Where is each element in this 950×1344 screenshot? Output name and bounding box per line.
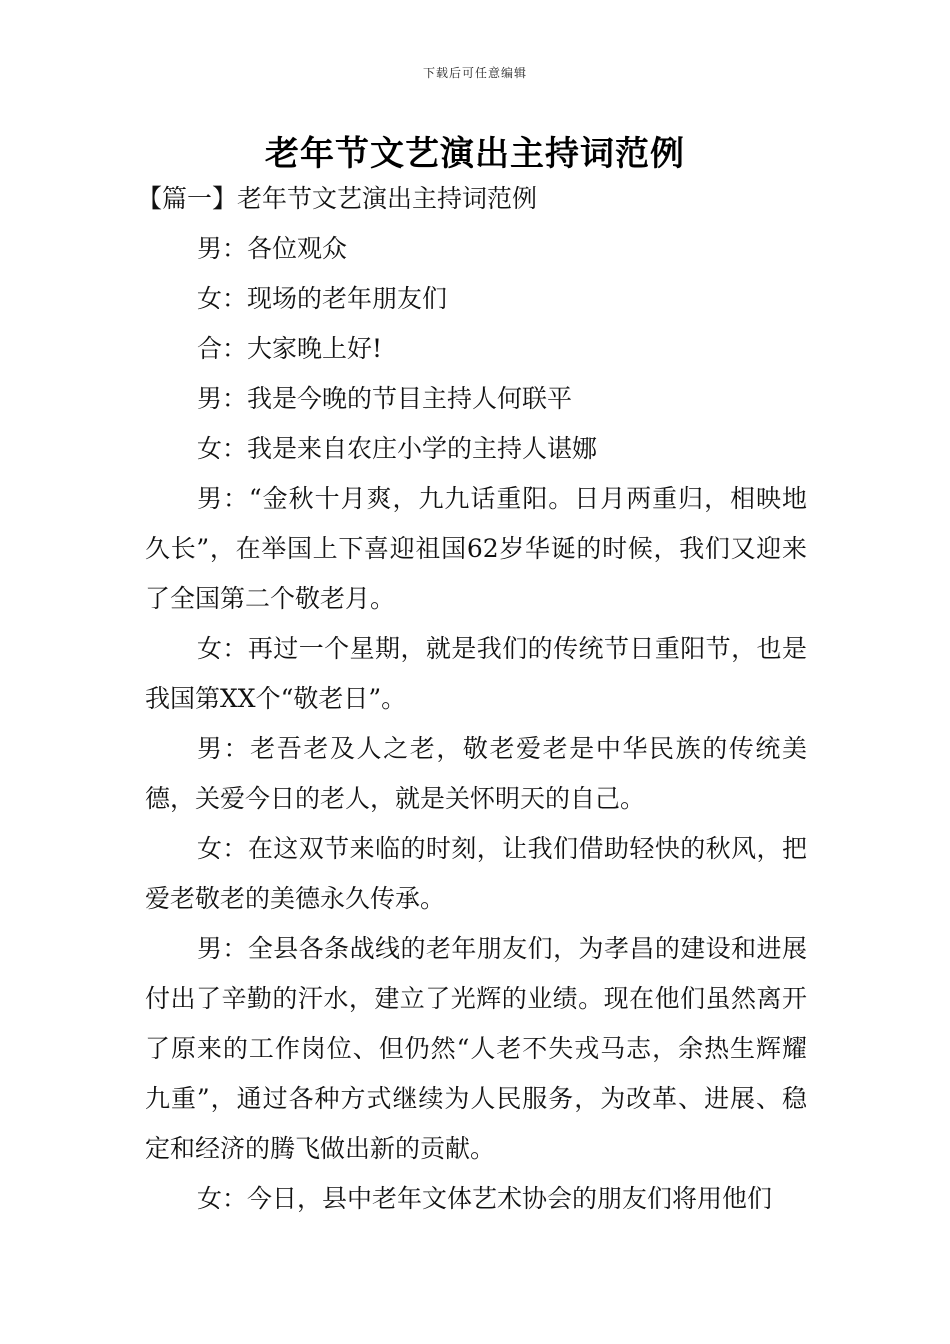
header-note: 下载后可任意编辑 (422, 66, 527, 80)
paragraph: 女：现场的老年朋友们 (197, 284, 448, 313)
paragraph: 男：“金秋十月爽，九九话重阳。日月两重归，相映地久长”，在举国上下喜迎祖国62岁华诞的时候，我们又迎来了全国第二个敬老月。 (145, 484, 807, 613)
paragraph: 男：我是今晚的节目主持人何联平 (197, 384, 573, 413)
section-heading: 【篇一】老年节文艺演出主持词范例 (137, 184, 538, 213)
paragraph: 女：今日，县中老年文体艺术协会的朋友们将用他们 (197, 1184, 773, 1213)
paragraph: 男：全县各条战线的老年朋友们，为孝昌的建设和进展付出了辛勤的汗水，建立了光辉的业绩。现在他们虽然离开了原来的工作岗位、但仍然“人老不失戎马志，余热生辉耀九重”，通过各种方式继续为人民服务，为改革、进展、稳定和经济的腾飞做出新的贡献。 (145, 934, 807, 1163)
paragraph: 女：在这双节来临的时刻，让我们借助轻快的秋风，把爱老敬老的美德永久传承。 (145, 834, 807, 913)
paragraph: 女：我是来自农庄小学的主持人谌娜 (197, 434, 598, 463)
paragraph: 女：再过一个星期，就是我们的传统节日重阳节，也是我国第XX个“敬老日”。 (145, 634, 807, 713)
paragraph: 男：老吾老及人之老，敬老爱老是中华民族的传统美德，关爱今日的老人，就是关怀明天的自己。 (145, 734, 807, 813)
document-body (137, 174, 807, 1224)
paragraph: 男：各位观众 (197, 234, 348, 263)
document-title: 老年节文艺演出主持词范例 (265, 134, 685, 174)
paragraph: 合：大家晚上好! (197, 334, 383, 363)
